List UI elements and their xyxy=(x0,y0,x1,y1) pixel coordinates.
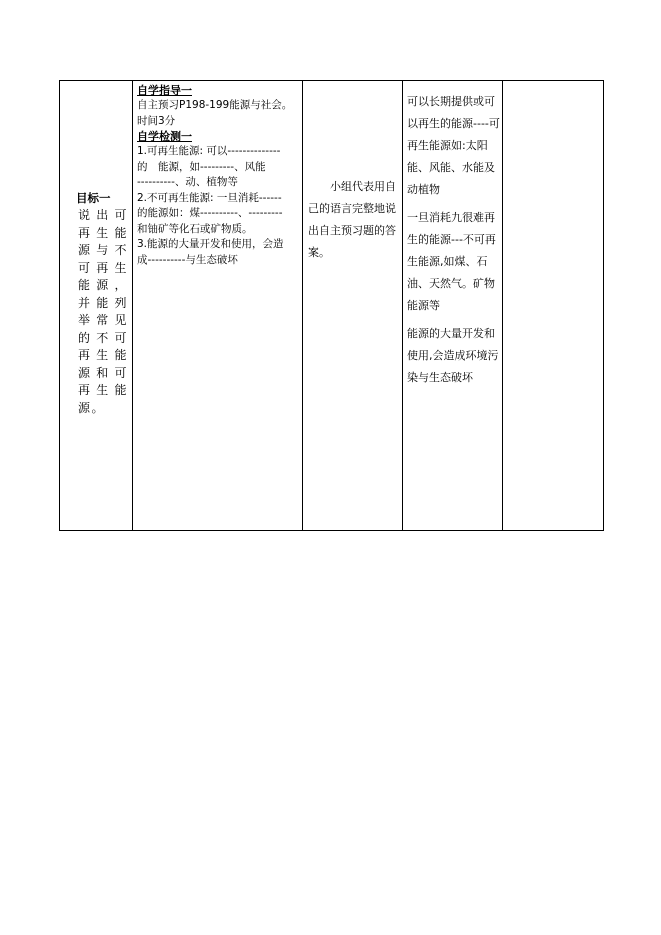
empty-cell xyxy=(503,81,604,531)
question-1-line-2: 的 能源，如---------、风能 xyxy=(137,160,266,173)
question-1-line-3: ----------、动、植物等 xyxy=(137,176,238,188)
group-activity-text: 小组代表用自己的语言完整地说出自主预习题的答案。 xyxy=(308,179,396,259)
goal-title: 目标一 xyxy=(76,191,111,205)
answer-cell xyxy=(403,81,503,531)
lesson-plan-table xyxy=(59,80,604,531)
question-3-line-2: 成----------与生态破坏 xyxy=(137,253,238,266)
self-study-cell xyxy=(133,81,303,531)
question-2-line-1: 2.不可再生能源: 一旦消耗------ xyxy=(137,191,282,204)
group-activity-cell xyxy=(303,81,403,531)
answer-3: 能源的大量开发和使用,会造成环境污染与生态破坏 xyxy=(407,327,499,384)
question-1-line-1: 1.可再生能源: 可以-------------- xyxy=(137,145,281,157)
guide-time: 时间3分 xyxy=(137,114,176,127)
guide-line: 自主预习P198-199能源与社会。 xyxy=(137,99,293,111)
check-heading: 自学检测一 xyxy=(137,130,192,143)
answer-1: 可以长期提供或可以再生的能源----可再生能源如:太阳能、风能、水能及动植物 xyxy=(407,95,500,196)
goal-text: 说出可再生能源与不可再生能源，并能列举常见的不可再生能源和可再生能源。 xyxy=(78,208,128,415)
question-3-line-1: 3.能源的大量开发和使用，会造 xyxy=(137,238,284,250)
goal-cell xyxy=(60,81,133,531)
answer-2: 一旦消耗九很难再生的能源---不可再生能源,如煤、石油、天然气。矿物能源等 xyxy=(407,211,496,312)
guide-heading: 自学指导一 xyxy=(137,84,192,97)
question-2-line-3: 和铀矿等化石或矿物质。 xyxy=(137,222,253,235)
question-2-line-2: 的能源如：煤----------、--------- xyxy=(137,207,283,219)
table-row xyxy=(60,81,604,531)
